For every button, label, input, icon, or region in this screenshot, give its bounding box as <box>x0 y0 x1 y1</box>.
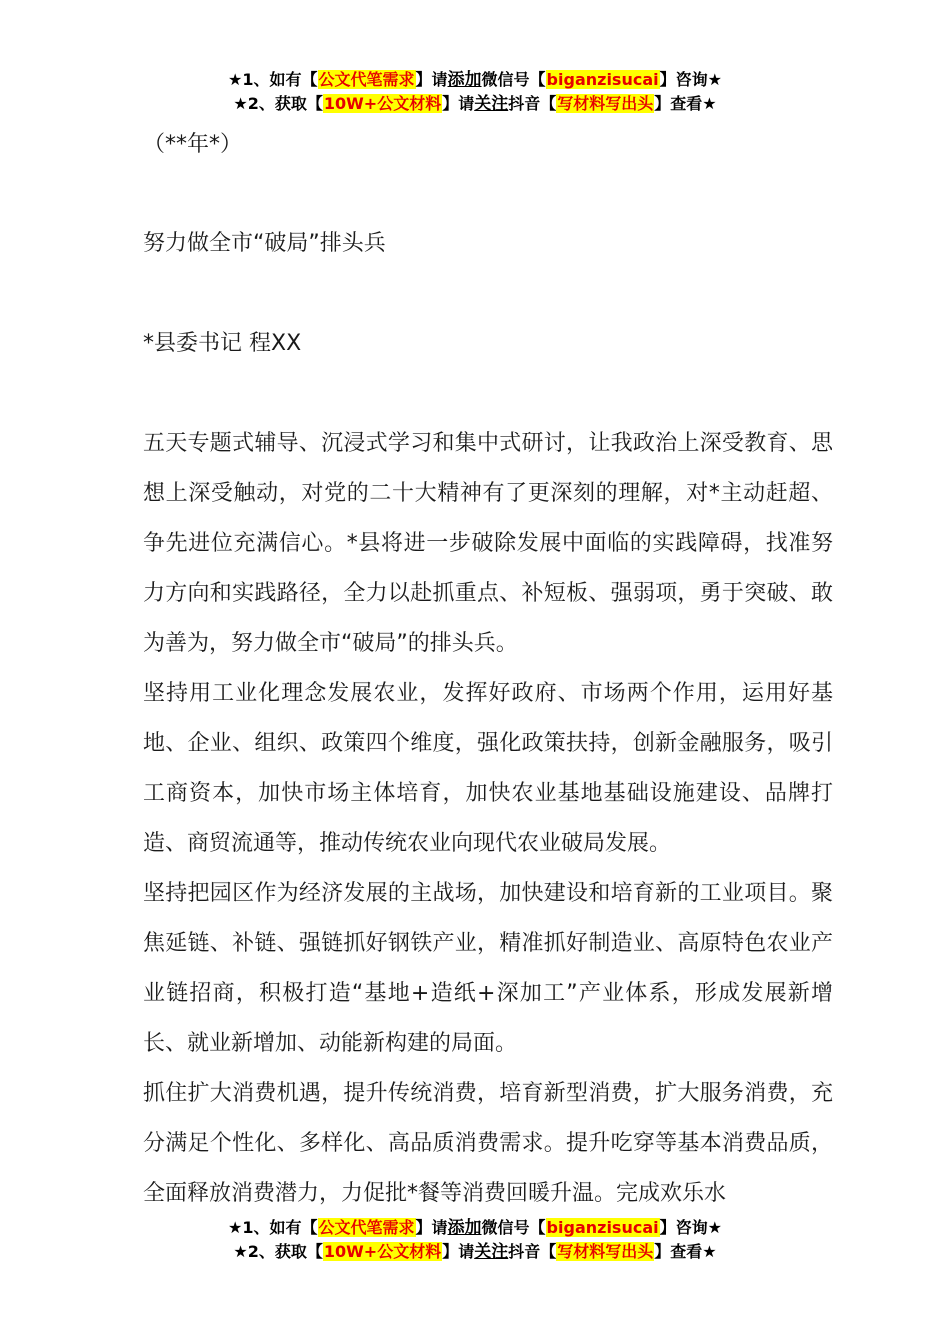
banner-highlight: 写材料写出头 <box>557 94 654 113</box>
banner-text: 抖音【 <box>508 1242 557 1261</box>
banner-highlight: 10W+公文材料 <box>323 94 442 113</box>
banner-text: ★1、如有【 <box>228 1218 318 1237</box>
banner-highlight: 写材料写出头 <box>557 1242 654 1261</box>
document-year: （**年*） <box>143 132 243 157</box>
banner-text: ★2、获取【 <box>233 94 323 113</box>
banner-text: 抖音【 <box>508 94 557 113</box>
banner-text: 】咨询★ <box>659 70 722 89</box>
paragraph: 坚持用工业化理念发展农业，发挥好政府、市场两个作用，运用好基地、企业、组织、政策四个维度，强化政策扶持，创新金融服务，吸引工商资本，加快市场主体培育，加快农业基地基础设施建设、品牌打造、商贸流通等，推动传统农业向现代农业破局发展。 <box>143 681 833 856</box>
banner-highlight: biganzisucai <box>546 1218 659 1237</box>
header-banner <box>0 68 950 116</box>
banner-line-2 <box>0 92 950 116</box>
banner-text: 】请 <box>415 1218 448 1237</box>
footer-banner <box>0 1216 950 1264</box>
banner-text: ★1、如有【 <box>228 70 318 89</box>
banner-text: 】查看★ <box>654 94 717 113</box>
banner-text: 】请 <box>442 94 475 113</box>
document-body <box>143 419 833 1219</box>
banner-highlight: 10W+公文材料 <box>323 1242 442 1261</box>
paragraph: 抓住扩大消费机遇，提升传统消费，培育新型消费，扩大服务消费，充分满足个性化、多样化、高品质消费需求。提升吃穿等基本消费品质，全面释放消费潜力，力促批*餐等消费回暖升温。完成欢乐水 <box>143 1081 833 1206</box>
banner-text: 微信号【 <box>481 1218 546 1237</box>
banner-line-1 <box>0 68 950 92</box>
paragraph: 五天专题式辅导、沉浸式学习和集中式研讨，让我政治上深受教育、思想上深受触动，对党的二十大精神有了更深刻的理解，对*主动赶超、争先进位充满信心。*县将进一步破除发展中面临的实践障碍，找准努力方向和实践路径，全力以赴抓重点、补短板、强弱项，勇于突破、敢为善为，努力做全市“破局”的排头兵。 <box>143 431 833 656</box>
banner-text: 】请 <box>442 1242 475 1261</box>
banner-text: 微信号【 <box>481 70 546 89</box>
banner-text: ★2、获取【 <box>233 1242 323 1261</box>
banner-line-2 <box>0 1240 950 1264</box>
banner-text: 】咨询★ <box>659 1218 722 1237</box>
banner-line-1 <box>0 1216 950 1240</box>
banner-underline: 添加 <box>447 70 482 90</box>
banner-underline: 添加 <box>447 1218 482 1238</box>
document-author: *县委书记 程XX <box>143 331 302 356</box>
banner-underline: 关注 <box>474 1242 509 1262</box>
paragraph: 坚持把园区作为经济发展的主战场，加快建设和培育新的工业项目。聚焦延链、补链、强链抓好钢铁产业，精准抓好制造业、高原特色农业产业链招商，积极打造“基地+造纸+深加工”产业体系，形成发展新增长、就业新增加、动能新构建的局面。 <box>143 881 833 1056</box>
banner-highlight: biganzisucai <box>546 70 659 89</box>
document-title: 努力做全市“破局”排头兵 <box>143 231 386 256</box>
banner-text: 】查看★ <box>654 1242 717 1261</box>
banner-underline: 关注 <box>474 94 509 114</box>
banner-text: 】请 <box>415 70 448 89</box>
banner-highlight: 公文代笔需求 <box>318 1218 415 1237</box>
banner-highlight: 公文代笔需求 <box>318 70 415 89</box>
